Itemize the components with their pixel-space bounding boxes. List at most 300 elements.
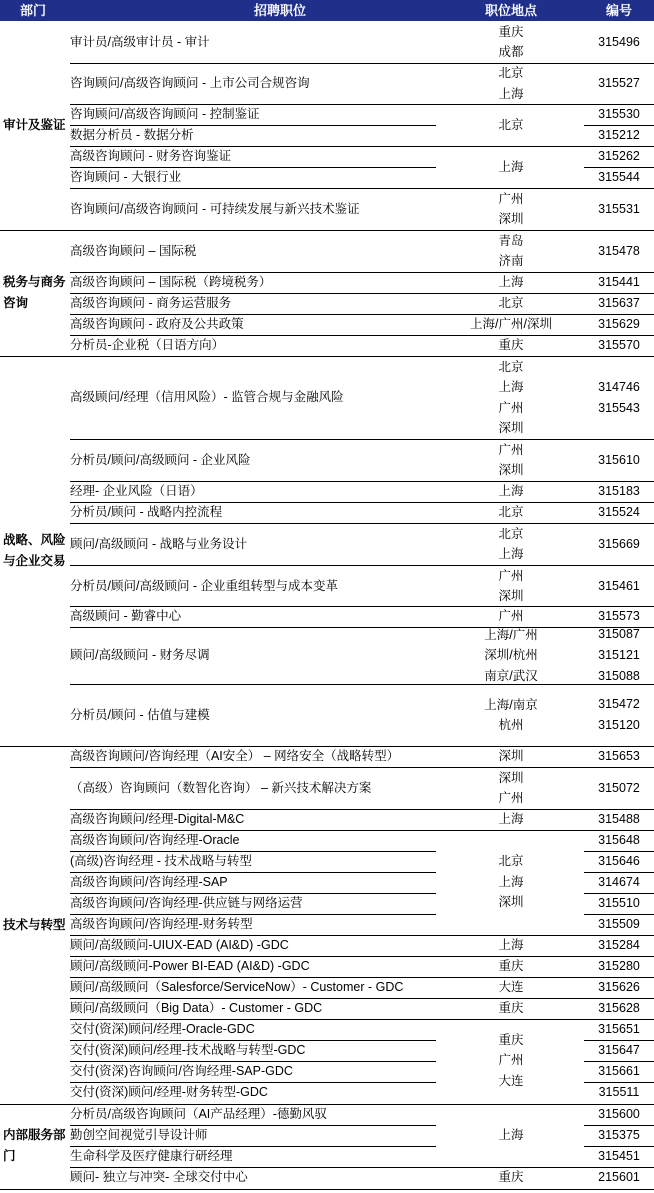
job-divider xyxy=(70,1167,436,1168)
location-divider xyxy=(436,956,584,957)
job-title: 经理- 企业风险（日语） xyxy=(70,484,203,498)
job-divider xyxy=(70,830,436,831)
code-divider xyxy=(584,1082,654,1083)
job-location xyxy=(466,63,556,104)
location-value: 青岛 xyxy=(498,233,524,248)
location-value: 广州 xyxy=(498,400,524,415)
job-location xyxy=(466,335,556,356)
job-divider xyxy=(70,167,436,168)
job-title: （高级）咨询顾问（数智化咨询） – 新兴技术解决方案 xyxy=(70,780,372,795)
job-code-value: 315637 xyxy=(598,296,640,310)
job-title: 顾问/高级顾问-UIUX-EAD (AI&D) -GDC xyxy=(70,938,289,952)
location-value: 上海 xyxy=(498,159,524,174)
department-divider xyxy=(0,1104,70,1105)
code-divider xyxy=(584,230,654,231)
location-divider xyxy=(436,335,584,336)
job-code xyxy=(584,998,654,1019)
job-code-value: 315527 xyxy=(598,76,640,90)
job-title: 生命科学及医疗健康行研经理 xyxy=(70,1149,233,1163)
job-divider xyxy=(70,439,436,440)
location-divider xyxy=(436,230,584,231)
department-cell: 审计及鉴证 xyxy=(3,118,66,132)
location-value: 上海 xyxy=(498,547,524,561)
job-code xyxy=(584,684,654,746)
job-divider xyxy=(70,104,436,105)
job-divider xyxy=(70,356,436,357)
location-value: 上海 xyxy=(498,874,524,889)
code-divider xyxy=(584,167,654,168)
job-code xyxy=(584,272,654,293)
job-divider xyxy=(70,502,436,503)
job-location xyxy=(466,830,556,934)
job-code-value: 315509 xyxy=(598,917,640,931)
code-divider xyxy=(584,830,654,831)
job-divider xyxy=(70,125,436,126)
location-value: 北京 xyxy=(498,526,524,541)
job-title: 顾问/高级顾问-Power BI-EAD (AI&D) -GDC xyxy=(70,959,310,973)
location-value: 深圳/杭州 xyxy=(484,648,538,663)
job-location xyxy=(466,627,556,684)
job-code-value: 315478 xyxy=(598,243,640,258)
location-value: 深圳 xyxy=(498,749,524,764)
job-code xyxy=(584,167,654,188)
job-divider xyxy=(70,935,436,936)
job-location xyxy=(466,439,556,481)
job-divider xyxy=(70,767,436,768)
job-location xyxy=(466,1019,556,1102)
header-location: 职位地点 xyxy=(484,3,537,18)
job-code xyxy=(584,809,654,830)
job-title: 高级咨询顾问/经理-Digital-M&C xyxy=(70,812,245,826)
job-code-value: 315496 xyxy=(598,34,640,49)
job-location xyxy=(466,1104,556,1167)
job-title: 数据分析员 - 数据分析 xyxy=(70,128,194,142)
header-dept: 部门 xyxy=(19,3,46,18)
code-divider xyxy=(584,914,654,915)
location-value: 上海 xyxy=(498,86,524,101)
code-divider xyxy=(584,272,654,273)
job-location xyxy=(466,356,556,439)
job-code-value: 315121 xyxy=(598,648,640,662)
job-code xyxy=(584,914,654,935)
job-code xyxy=(584,1061,654,1082)
job-divider xyxy=(70,809,436,810)
job-code xyxy=(584,502,654,523)
job-location xyxy=(466,502,556,523)
code-divider xyxy=(584,146,654,147)
job-code xyxy=(584,523,654,565)
job-title: 咨询顾问/高级咨询顾问 - 上市公司合规咨询 xyxy=(70,76,310,90)
location-value: 重庆 xyxy=(498,24,524,39)
job-location xyxy=(466,21,556,63)
job-code-value: 315653 xyxy=(598,749,640,763)
job-title: 顾问- 独立与冲突- 全球交付中心 xyxy=(70,1170,248,1184)
job-divider xyxy=(70,1146,436,1147)
location-value: 济南 xyxy=(498,254,524,268)
job-code xyxy=(584,21,654,63)
code-divider xyxy=(584,188,654,189)
job-code-value: 315072 xyxy=(598,780,640,795)
job-title: 勤创空间视觉引导设计师 xyxy=(70,1128,208,1142)
job-divider xyxy=(70,1082,436,1083)
job-title: 审计员/高级审计员 - 审计 xyxy=(70,34,210,49)
code-divider xyxy=(584,627,654,628)
job-title: 高级顾问/经理（信用风险）- 监管合规与金融风险 xyxy=(70,390,344,404)
job-location xyxy=(466,481,556,502)
job-code-value: 315441 xyxy=(598,275,640,289)
location-value: 广州 xyxy=(498,1053,524,1068)
location-value: 重庆 xyxy=(498,1001,524,1016)
job-location xyxy=(466,977,556,998)
location-value: 上海 xyxy=(498,1128,524,1143)
job-code xyxy=(584,188,654,230)
job-divider xyxy=(70,977,436,978)
location-value: 重庆 xyxy=(498,1032,524,1047)
job-divider xyxy=(70,272,436,273)
location-value: 北京 xyxy=(498,296,524,311)
job-code xyxy=(584,1040,654,1061)
job-title: 咨询顾问 - 大银行业 xyxy=(70,170,182,184)
code-divider xyxy=(584,1189,654,1190)
job-title: (高级)咨询经理 - 技术战略与转型 xyxy=(70,854,252,868)
job-code-value: 315212 xyxy=(598,128,640,142)
location-divider xyxy=(436,356,584,357)
job-title: 分析员/高级咨询顾问（AI产品经理）-德勤风驭 xyxy=(70,1107,327,1121)
job-title: 高级咨询顾问/咨询经理-财务转型 xyxy=(70,917,253,931)
code-divider xyxy=(584,502,654,503)
code-divider xyxy=(584,104,654,105)
job-code xyxy=(584,565,654,607)
job-title: 分析员/顾问 - 战略内控流程 xyxy=(70,505,223,519)
location-value: 大连 xyxy=(498,980,524,995)
code-divider xyxy=(584,767,654,768)
location-divider xyxy=(436,767,584,768)
job-location xyxy=(466,767,556,809)
location-divider xyxy=(436,293,584,294)
job-title: 高级咨询顾问/咨询经理（AI安全） – 网络安全（战略转型） xyxy=(70,749,400,763)
location-divider xyxy=(436,1167,584,1168)
job-code xyxy=(584,356,654,439)
department-cell: 内部服务部门 xyxy=(3,1128,66,1163)
job-title: 交付(资深)顾问/经理-Oracle-GDC xyxy=(70,1022,255,1036)
location-value: 广州 xyxy=(498,791,524,805)
code-divider xyxy=(584,684,654,685)
location-value: 广州 xyxy=(498,609,524,624)
job-code-value: 315661 xyxy=(598,1064,640,1078)
job-code-value: 315600 xyxy=(598,1107,640,1121)
location-value: 广州 xyxy=(498,191,524,206)
job-divider xyxy=(70,565,436,566)
location-divider xyxy=(436,104,584,105)
location-divider xyxy=(436,830,584,831)
job-code xyxy=(584,893,654,914)
department-cell: 税务与商务咨询 xyxy=(3,275,66,310)
location-value: 上海 xyxy=(498,938,524,953)
job-divider xyxy=(70,293,436,294)
job-location xyxy=(466,146,556,188)
job-code-value: 315543 xyxy=(598,400,640,415)
job-location xyxy=(466,272,556,293)
job-code-value: 315531 xyxy=(598,201,640,216)
job-divider xyxy=(70,1040,436,1041)
job-code-value: 315472 xyxy=(598,697,640,711)
job-title: 高级咨询顾问 – 国际税（跨境税务） xyxy=(70,275,272,289)
job-code xyxy=(584,627,654,684)
job-title: 咨询顾问/高级咨询顾问 - 控制鉴证 xyxy=(70,107,260,121)
job-code-value: 315284 xyxy=(598,938,640,952)
job-title: 分析员/顾问/高级顾问 - 企业重组转型与成本变革 xyxy=(70,578,339,593)
job-code-value: 215601 xyxy=(598,1170,640,1184)
job-code xyxy=(584,851,654,872)
location-value: 上海 xyxy=(498,380,524,394)
job-code xyxy=(584,104,654,125)
job-code-value: 315262 xyxy=(598,149,640,163)
location-value: 深圳 xyxy=(498,212,524,226)
job-divider xyxy=(70,63,436,64)
job-divider xyxy=(70,746,436,747)
job-divider xyxy=(70,851,436,852)
job-code-value: 315511 xyxy=(598,1085,640,1099)
job-code-value: 315610 xyxy=(598,452,640,467)
job-code-value: 315451 xyxy=(598,1149,640,1163)
job-divider xyxy=(70,230,436,231)
job-divider xyxy=(70,146,436,147)
job-code-value: 315626 xyxy=(598,980,640,994)
job-location xyxy=(466,998,556,1019)
job-code xyxy=(584,335,654,356)
location-divider xyxy=(436,502,584,503)
job-title: 高级咨询顾问/咨询经理-SAP xyxy=(70,875,228,889)
job-location xyxy=(466,523,556,565)
location-value: 广州 xyxy=(498,442,524,457)
location-value: 北京 xyxy=(498,66,524,80)
job-divider xyxy=(70,627,436,628)
location-value: 深圳 xyxy=(498,463,524,477)
job-code-value: 315375 xyxy=(598,1128,640,1142)
code-divider xyxy=(584,956,654,957)
code-divider xyxy=(584,1040,654,1041)
code-divider xyxy=(584,851,654,852)
location-value: 上海/广州 xyxy=(484,627,538,642)
job-divider xyxy=(70,606,436,607)
job-location xyxy=(466,1167,556,1188)
location-value: 深圳 xyxy=(498,895,524,910)
location-divider xyxy=(436,1104,584,1105)
job-code-value: 315646 xyxy=(598,854,640,868)
job-divider xyxy=(70,335,436,336)
job-location xyxy=(466,104,556,146)
code-divider xyxy=(584,125,654,126)
job-code xyxy=(584,956,654,977)
table-header xyxy=(0,0,654,21)
job-code xyxy=(584,830,654,851)
job-divider xyxy=(70,1061,436,1062)
job-code-value: 314746 xyxy=(598,379,640,394)
job-code-value: 315570 xyxy=(598,338,640,352)
location-divider xyxy=(436,606,584,607)
job-title: 顾问/高级顾问（Big Data）- Customer - GDC xyxy=(70,1001,323,1015)
job-code xyxy=(584,1019,654,1040)
job-divider xyxy=(70,481,436,482)
location-divider xyxy=(436,627,584,628)
job-title: 分析员-企业税（日语方向） xyxy=(70,338,225,352)
location-value: 大连 xyxy=(498,1073,524,1088)
job-location xyxy=(466,956,556,977)
location-divider xyxy=(436,188,584,189)
department-cell: 技术与转型 xyxy=(3,917,66,932)
location-divider xyxy=(436,439,584,440)
location-value: 深圳 xyxy=(498,421,524,435)
code-divider xyxy=(584,809,654,810)
code-divider xyxy=(584,293,654,294)
code-divider xyxy=(584,523,654,524)
location-value: 上海/南京 xyxy=(484,697,538,712)
code-divider xyxy=(584,893,654,894)
code-divider xyxy=(584,998,654,999)
job-title: 交付(资深)顾问/经理-技术战略与转型-GDC xyxy=(70,1043,306,1057)
department-divider xyxy=(0,1189,70,1190)
job-location xyxy=(466,935,556,956)
location-value: 北京 xyxy=(498,117,524,132)
job-code xyxy=(584,314,654,335)
code-divider xyxy=(584,565,654,566)
job-divider xyxy=(70,188,436,189)
job-code-value: 315647 xyxy=(598,1043,640,1057)
location-value: 重庆 xyxy=(498,959,524,974)
job-code xyxy=(584,746,654,767)
job-code-value: 315651 xyxy=(598,1022,640,1036)
code-divider xyxy=(584,1061,654,1062)
job-divider xyxy=(70,314,436,315)
location-divider xyxy=(436,998,584,999)
job-title: 分析员/顾问/高级顾问 - 企业风险 xyxy=(70,452,251,467)
location-divider xyxy=(436,977,584,978)
location-divider xyxy=(436,746,584,747)
job-code-value: 315120 xyxy=(598,718,640,732)
code-divider xyxy=(584,314,654,315)
job-location xyxy=(466,188,556,230)
job-title: 高级咨询顾问 - 政府及公共政策 xyxy=(70,317,244,331)
job-code-value: 315628 xyxy=(598,1001,640,1015)
job-code xyxy=(584,125,654,146)
location-divider xyxy=(436,1189,584,1190)
job-code xyxy=(584,935,654,956)
job-title: 顾问/高级顾问（Salesforce/ServiceNow）- Customer - GDC xyxy=(70,980,404,994)
location-value: 深圳 xyxy=(498,589,524,603)
location-value: 上海/广州/深圳 xyxy=(470,317,552,332)
job-divider xyxy=(70,1189,436,1190)
code-divider xyxy=(584,935,654,936)
job-divider xyxy=(70,956,436,957)
job-location xyxy=(466,684,556,746)
job-title: 高级咨询顾问 - 财务咨询鉴证 xyxy=(70,149,232,163)
header-code: 编号 xyxy=(605,3,632,18)
location-value: 上海 xyxy=(498,484,524,499)
job-code-value: 315544 xyxy=(598,170,640,184)
job-location xyxy=(466,809,556,830)
job-code xyxy=(584,767,654,809)
code-divider xyxy=(584,746,654,747)
job-title: 交付(资深)顾问/经理-财务转型-GDC xyxy=(70,1085,268,1099)
job-code xyxy=(584,146,654,167)
job-code xyxy=(584,1146,654,1167)
code-divider xyxy=(584,1019,654,1020)
job-code xyxy=(584,63,654,104)
job-title: 高级咨询顾问 – 国际税 xyxy=(70,243,197,258)
job-code-value: 315088 xyxy=(598,669,640,683)
job-code xyxy=(584,1125,654,1146)
job-code-value: 315573 xyxy=(598,609,640,623)
job-code xyxy=(584,1104,654,1125)
location-divider xyxy=(436,935,584,936)
department-divider xyxy=(0,230,70,231)
location-value: 南京/武汉 xyxy=(484,668,538,683)
code-divider xyxy=(584,872,654,873)
job-location xyxy=(466,230,556,272)
job-divider xyxy=(70,914,436,915)
code-divider xyxy=(584,606,654,607)
job-code-value: 315461 xyxy=(598,578,640,593)
job-divider xyxy=(70,1104,436,1105)
location-value: 重庆 xyxy=(498,338,524,353)
code-divider xyxy=(584,439,654,440)
job-code xyxy=(584,1167,654,1188)
location-divider xyxy=(436,684,584,685)
job-title: 交付(资深)咨询顾问/咨询经理-SAP-GDC xyxy=(70,1064,293,1078)
job-divider xyxy=(70,684,436,685)
job-divider xyxy=(70,523,436,524)
location-value: 深圳 xyxy=(498,770,524,785)
job-title: 分析员/顾问 - 估值与建模 xyxy=(70,707,210,722)
job-title: 顾问/高级顾问 - 战略与业务设计 xyxy=(70,536,248,551)
location-value: 广州 xyxy=(498,568,524,583)
job-code-value: 315530 xyxy=(598,107,640,121)
location-value: 重庆 xyxy=(498,1170,524,1185)
job-location xyxy=(466,293,556,314)
job-code xyxy=(584,439,654,481)
job-code-value: 315669 xyxy=(598,536,640,551)
code-divider xyxy=(584,1104,654,1105)
code-divider xyxy=(584,335,654,336)
location-value: 上海 xyxy=(498,812,524,827)
job-code-value: 315488 xyxy=(598,812,640,826)
job-divider xyxy=(70,893,436,894)
code-divider xyxy=(584,356,654,357)
job-code-value: 315087 xyxy=(598,627,640,641)
job-title: 高级顾问 - 勤睿中心 xyxy=(70,609,182,623)
job-title: 高级咨询顾问/咨询经理-Oracle xyxy=(70,833,240,847)
job-code-value: 315629 xyxy=(598,317,640,331)
job-location xyxy=(466,565,556,607)
location-value: 成都 xyxy=(498,45,524,59)
job-title: 高级咨询顾问 - 商务运营服务 xyxy=(70,296,232,310)
department-cell: 战略、风险与企业交易 xyxy=(3,533,66,568)
job-divider xyxy=(70,998,436,999)
job-code-value: 315183 xyxy=(598,484,640,498)
location-divider xyxy=(436,481,584,482)
location-divider xyxy=(436,1019,584,1020)
job-divider xyxy=(70,1019,436,1020)
job-location xyxy=(466,746,556,767)
job-code xyxy=(584,1082,654,1103)
code-divider xyxy=(584,63,654,64)
code-divider xyxy=(584,1167,654,1168)
job-code xyxy=(584,293,654,314)
location-value: 北京 xyxy=(498,854,524,869)
job-title: 咨询顾问/高级咨询顾问 - 可持续发展与新兴技术鉴证 xyxy=(70,201,360,216)
department-divider xyxy=(0,746,70,747)
code-divider xyxy=(584,977,654,978)
